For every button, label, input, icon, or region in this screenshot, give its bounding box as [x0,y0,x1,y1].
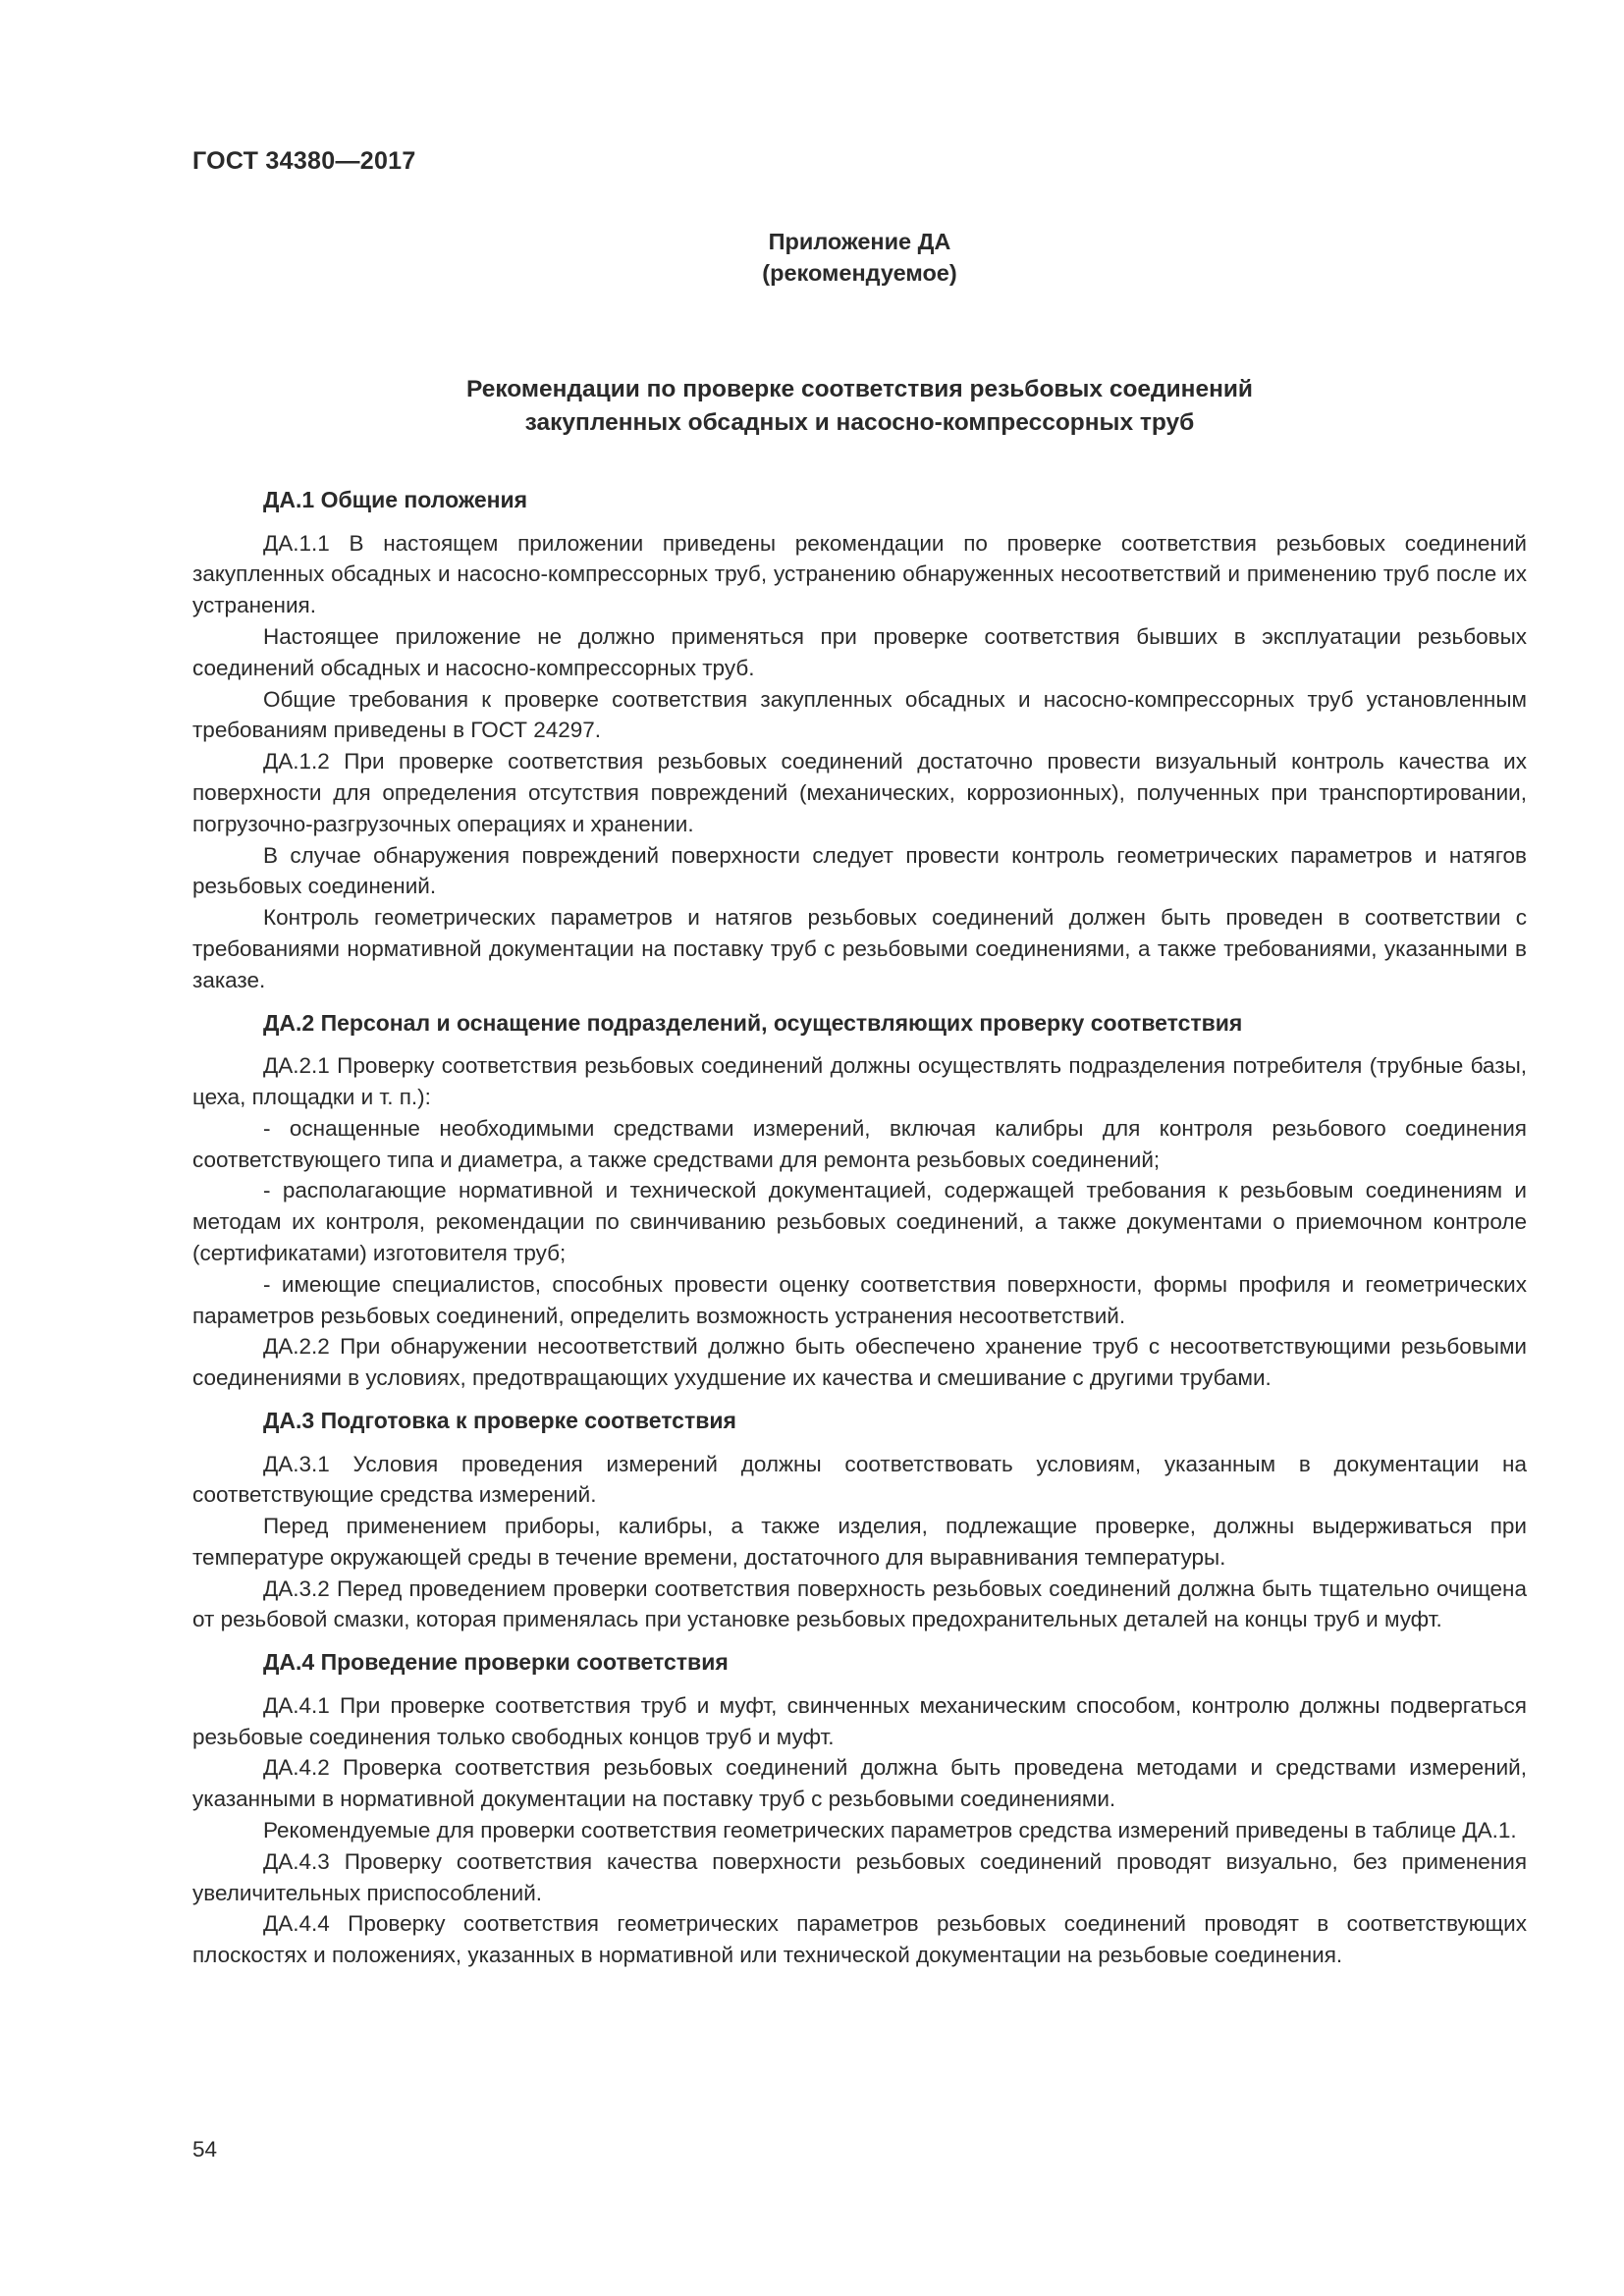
paragraph: ДА.3.2 Перед проведением проверки соответствия поверхность резьбовых соединений должна быть тщательно очищена от резьбовой смазки, которая применялась при установке резьбовых предохранительных деталей на концы труб и муфт. [192,1575,1527,1632]
document-body [192,485,1527,1971]
section-heading-da4: ДА.4 Проведение проверки соответствия [263,1649,729,1676]
section-heading-da2: ДА.2 Персонал и оснащение подразделений, осуществляющих проверку соответствия [263,1009,1243,1036]
title-line-2: закупленных обсадных и насосно-компрессорных труб [524,409,1195,436]
appendix-title [192,373,1527,440]
appendix-label: Приложение ДА [768,229,951,254]
list-item: - оснащенные необходимыми средствами измерений, включая калибры для контроля резьбового соединения соответствующего типа и диаметра, а также средствами для ремонта резьбовых соединений; [192,1115,1527,1172]
section-heading-da1: ДА.1 Общие положения [263,487,528,512]
paragraph: ДА.1.1 В настоящем приложении приведены рекомендации по проверке соответствия резьбовых соединений закупленных обсадных и насосно-компрессорных труб, устранению обнаруженных несоответствий и применению труб после их устранения. [192,530,1527,618]
appendix-status: (рекомендуемое) [762,260,957,286]
appendix-heading [192,226,1527,289]
paragraph: ДА.3.1 Условия проведения измерений должны соответствовать условиям, указанным в документации на соответствующие средства измерений. [192,1451,1527,1508]
document-code: ГОСТ 34380—2017 [192,147,416,175]
list-item: - имеющие специалистов, способных провести оценку соответствия поверхности, формы профиля и геометрических параметров резьбовых соединений, определить возможность устранения несоответствий. [192,1271,1527,1328]
paragraph: В случае обнаружения повреждений поверхности следует провести контроль геометрических параметров и натягов резьбовых соединений. [192,842,1527,899]
paragraph: ДА.4.4 Проверку соответствия геометрических параметров резьбовых соединений проводят в соответствующих плоскостях и положениях, указанных в нормативной или технической документации на резьбовые соединения. [192,1911,1527,1968]
page-number: 54 [192,2137,218,2162]
paragraph: ДА.4.1 При проверке соответствия труб и муфт, свинченных механическим способом, контролю должны подвергаться резьбовые соединения только свободных концов труб и муфт. [192,1692,1527,1749]
paragraph: Рекомендуемые для проверки соответствия геометрических параметров средства измерений приведены в таблице ДА.1. [263,1818,1517,1843]
paragraph: ДА.4.3 Проверку соответствия качества поверхности резьбовых соединений проводят визуально, без применения увеличительных приспособлений. [192,1848,1527,1905]
paragraph: Настоящее приложение не должно применяться при проверке соответствия бывших в эксплуатации резьбовых соединений обсадных и насосно-компрессорных труб. [192,623,1527,680]
paragraph: Перед применением приборы, калибры, а также изделия, подлежащие проверке, должны выдерживаться при температуре окружающей среды в течение времени, достаточного для выравнивания температуры. [192,1514,1527,1570]
title-line-1: Рекомендации по проверке соответствия резьбовых соединений [465,376,1253,402]
paragraph: Контроль геометрических параметров и натягов резьбовых соединений должен быть проведен в соответствии с требованиями нормативной документации на поставку труб с резьбовыми соединениями, а также требованиями, указанными в заказе. [192,905,1527,992]
list-item: - располагающие нормативной и технической документацией, содержащей требования к резьбовым соединениям и методам их контроля, рекомендации по свинчиванию резьбовых соединений, а также документами о приемочном контроле (сертификатами) изготовителя труб; [192,1178,1527,1265]
paragraph: ДА.2.2 При обнаружении несоответствий должно быть обеспечено хранение труб с несоответствующими резьбовыми соединениями в условиях, предотвращающих ухудшение их качества и смешивание с другими трубами. [192,1334,1527,1391]
paragraph: ДА.4.2 Проверка соответствия резьбовых соединений должна быть проведена методами и средствами измерений, указанными в нормативной документации на поставку труб с резьбовыми соединениями. [192,1755,1527,1812]
paragraph: ДА.2.1 Проверку соответствия резьбовых соединений должны осуществлять подразделения потребителя (трубные базы, цеха, площадки и т. п.): [192,1053,1527,1109]
paragraph: ДА.1.2 При проверке соответствия резьбовых соединений достаточно провести визуальный контроль качества их поверхности для определения отсутствия повреждений (механических, коррозионных), полученных при транспортировании, погрузочно-разгрузочных операциях и хранении. [192,749,1527,836]
section-heading-da3: ДА.3 Подготовка к проверке соответствия [263,1407,736,1433]
paragraph: Общие требования к проверке соответствия закупленных обсадных и насосно-компрессорных труб установленным требованиям приведены в ГОСТ 24297. [192,686,1527,743]
